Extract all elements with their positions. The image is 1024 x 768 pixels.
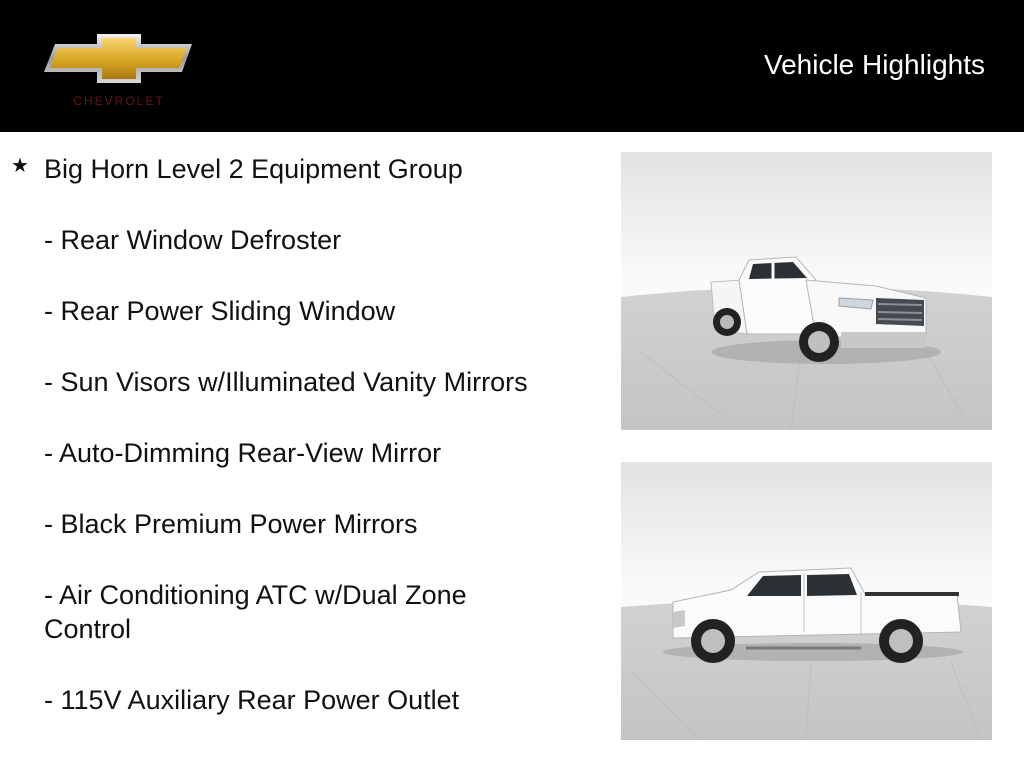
- star-icon: ★: [11, 155, 29, 177]
- highlight-item: - Air Conditioning ATC w/Dual Zone Control: [44, 580, 467, 644]
- logo-wordmark: CHEVROLET: [73, 94, 165, 108]
- page-title: Vehicle Highlights: [763, 49, 985, 80]
- truck-front-photo: [621, 152, 992, 430]
- truck-side-photo: [621, 462, 992, 740]
- header-bar: [0, 0, 1024, 132]
- highlight-item: - Sun Visors w/Illuminated Vanity Mirrors: [44, 367, 528, 397]
- highlight-item: - Auto-Dimming Rear-View Mirror: [44, 438, 442, 468]
- highlight-item: Big Horn Level 2 Equipment Group: [44, 154, 463, 184]
- highlight-item: - 115V Auxiliary Rear Power Outlet: [44, 685, 460, 715]
- highlight-item: - Rear Power Sliding Window: [44, 296, 396, 326]
- highlight-item: - Rear Window Defroster: [44, 225, 342, 255]
- highlight-item: - Black Premium Power Mirrors: [44, 509, 418, 539]
- highlights-panel: [0, 132, 600, 768]
- chevrolet-logo: [44, 34, 194, 112]
- highlight-list: [44, 152, 544, 717]
